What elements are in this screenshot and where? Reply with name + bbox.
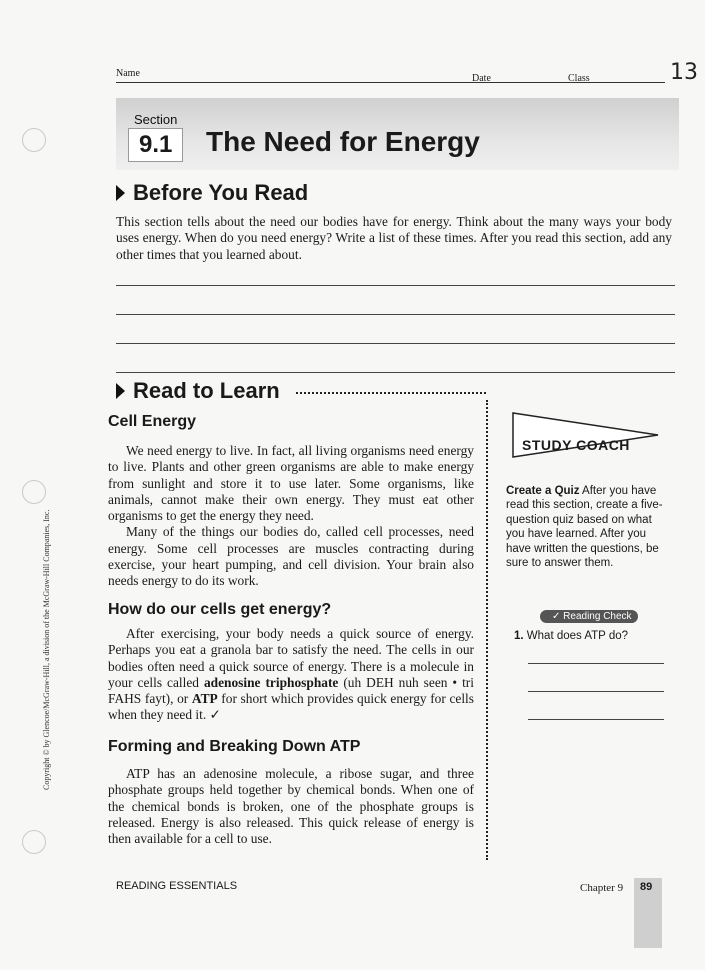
reading-check-question: 1. What does ATP do?: [514, 630, 629, 642]
writing-line[interactable]: [116, 372, 675, 373]
binder-hole: [22, 830, 46, 854]
study-coach-title: STUDY COACH: [522, 437, 630, 453]
dotted-divider: [296, 392, 486, 394]
answer-line[interactable]: [528, 719, 664, 720]
atp-text: ATP has an adenosine molecule, a ribose sugar, and three phosphate groups held together by chemical bonds. When one of the chemical bonds is broken, one of the phosphate groups is released. Energy is also released. This quick release of energy is then available for a cell to use.: [108, 766, 474, 847]
section-title: The Need for Energy: [206, 126, 480, 157]
section-number: 9.1: [128, 128, 183, 162]
class-label: Class: [568, 73, 590, 84]
handwritten-page-number: 13: [670, 60, 698, 85]
reading-check-badge: ✓ Reading Check: [540, 606, 638, 624]
dotted-divider: [486, 400, 488, 860]
answer-line[interactable]: [528, 663, 664, 664]
atp-heading: Forming and Breaking Down ATP: [108, 738, 361, 755]
copyright-notice: Copyright © by Glencoe/McGraw-Hill, a division of the McGraw-Hill Companies, Inc.: [42, 509, 51, 790]
binder-hole: [22, 480, 46, 504]
section-label: Section: [134, 112, 178, 127]
binder-hole: [22, 128, 46, 152]
footer-page-number: 89: [640, 881, 653, 893]
how-cells-get-energy-text: After exercising, your body needs a quick source of energy. Perhaps you eat a granola bar to satisfy the need. The cells in our bodies often need a quick source of energy. There is a molecule in your cells called adenosine triphosphate (uh DEH nuh seen • tri FAHS fayt), or ATP for short which provides quick energy for cells when they need it. ✓: [108, 626, 474, 723]
triangle-bullet-icon: [116, 383, 125, 399]
how-cells-get-energy-heading: How do our cells get energy?: [108, 601, 332, 618]
name-label: Name: [116, 68, 140, 79]
footer-chapter: Chapter 9: [580, 882, 624, 894]
footer-reading-essentials: READING ESSENTIALS: [116, 880, 238, 892]
answer-line[interactable]: [528, 691, 664, 692]
checkmark-icon: ✓: [552, 611, 561, 622]
cell-energy-heading: Cell Energy: [108, 413, 197, 430]
writing-line[interactable]: [116, 314, 675, 315]
study-coach-text: Create a Quiz After you have read this section, create a five-question quiz based on what you have learned. After you have written the questions, be sure to answer them.: [506, 485, 663, 570]
header-rule: [116, 82, 665, 83]
writing-line[interactable]: [116, 285, 675, 286]
cell-energy-text: We need energy to live. In fact, all living organisms need energy to live. Plants and other green organisms are able to make energy from sunlight and store it to use later. Some organisms, like animals, cannot make their own energy. They must eat other organisms to get the energy they need. Many of the things our bodies do, called cell processes, need energy. Some cell processes are muscles contracting during exercise, your heart pumping, and cell division. Your brain also needs energy to do its work.: [108, 443, 474, 589]
writing-line[interactable]: [116, 343, 675, 344]
before-you-read-text: This section tells about the need our bodies have for energy. Think about the many ways your body uses energy. When do you need energy? Write a list of these times. After you read this section, add any other times that you learned about.: [116, 214, 672, 262]
date-label: Date: [472, 73, 491, 84]
before-you-read-heading: Before You Read: [116, 180, 308, 206]
triangle-bullet-icon: [116, 185, 125, 201]
reading-check-mark-icon: ✓: [209, 707, 221, 723]
read-to-learn-heading: Read to Learn: [116, 378, 280, 404]
